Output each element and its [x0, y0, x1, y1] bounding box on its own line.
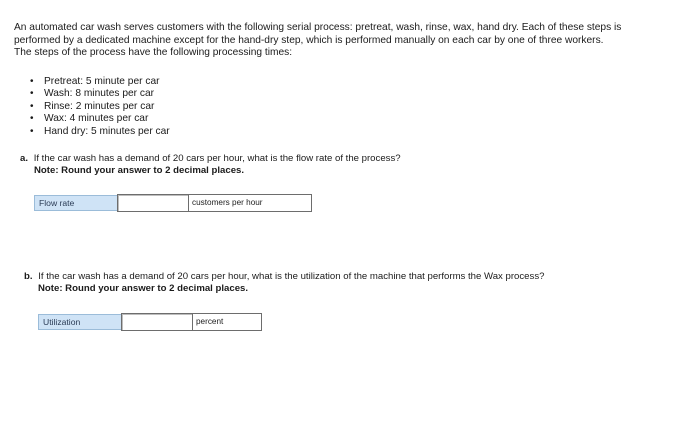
- question-b-text: If the car wash has a demand of 20 cars per hour, what is the utilization of the machine that performs the Wax process?: [38, 271, 545, 282]
- question-b-note: Note: Round your answer to 2 decimal places.: [38, 283, 249, 294]
- list-item: • Wash: 8 minutes per car: [30, 88, 170, 100]
- problem-statement: [14, 22, 686, 60]
- utilization-unit: percent: [192, 313, 262, 331]
- list-item: • Wax: 4 minutes per car: [30, 113, 170, 125]
- processing-times-list: [30, 76, 170, 138]
- list-item: • Rinse: 2 minutes per car: [30, 101, 170, 113]
- question-a: [20, 153, 401, 177]
- utilization-input[interactable]: [121, 313, 193, 331]
- question-a-text: If the car wash has a demand of 20 cars per hour, what is the flow rate of the process?: [33, 153, 401, 164]
- question-b: [24, 271, 544, 295]
- question-b-letter: b.: [24, 271, 33, 282]
- intro-line: An automated car wash serves customers with the following serial process: pretreat, wash, rinse, wax, hand dry. Each of these steps is: [14, 22, 622, 33]
- flow-rate-input[interactable]: [117, 194, 189, 212]
- question-a-letter: a.: [20, 153, 29, 164]
- question-a-answer-row: [34, 194, 312, 212]
- intro-line: The steps of the process have the following processing times:: [14, 47, 293, 59]
- flow-rate-unit: customers per hour: [188, 194, 312, 212]
- question-b-answer-row: [38, 313, 262, 331]
- intro-line: performed by a dedicated machine except for the hand-dry step, which is performed manually on each car by one of three workers.: [14, 34, 604, 46]
- flow-rate-label: Flow rate: [34, 195, 118, 211]
- question-a-note: Note: Round your answer to 2 decimal places.: [34, 165, 245, 176]
- list-item: • Hand dry: 5 minutes per car: [30, 126, 170, 138]
- list-item: • Pretreat: 5 minute per car: [30, 76, 170, 88]
- utilization-label: Utilization: [38, 314, 122, 330]
